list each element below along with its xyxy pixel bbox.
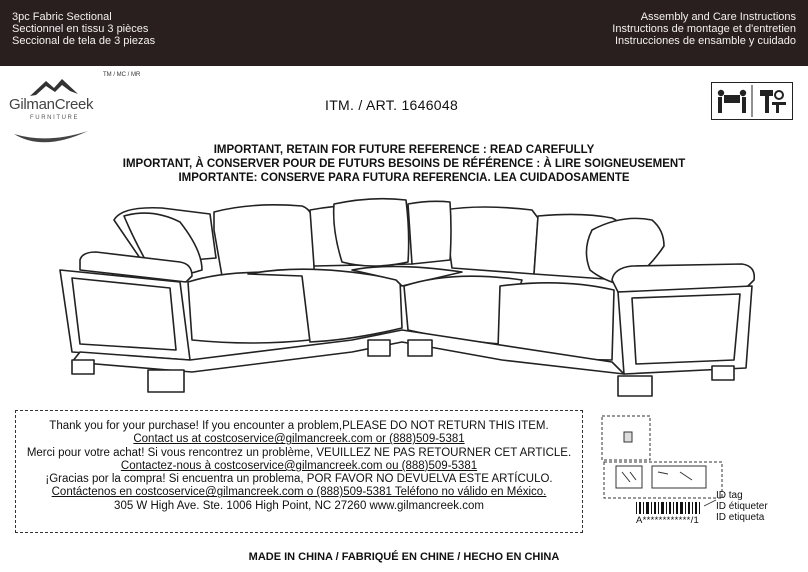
swoosh-icon	[14, 131, 88, 142]
id-tag-labels	[716, 490, 768, 523]
document-title-en: Assembly and Care Instructions	[640, 11, 796, 23]
contact-en: Contact us at costcoservice@gilmancreek.com or (888)509-5381	[133, 433, 465, 446]
product-title-fr: Sectionnel en tissu 3 pièces	[12, 23, 149, 35]
leg-center-left	[368, 340, 390, 356]
leg-center-right	[408, 340, 432, 356]
company-address: 305 W High Ave. Ste. 1006 High Point, NC 27260 www.gilmancreek.com	[114, 499, 484, 512]
product-title-es: Seccional de tela de 3 piezas	[12, 35, 156, 47]
contact-fr: Contactez-nous à costcoservice@gilmancreek.com ou (888)509-5381	[120, 459, 478, 472]
contact-box	[15, 410, 583, 533]
leg-back-right	[712, 366, 734, 380]
important-en: IMPORTANT, RETAIN FOR FUTURE REFERENCE : READ CAREFULLY	[213, 144, 595, 156]
thanks-fr: Merci pour votre achat! Si vous rencontrez un problème, VEUILLEZ NE PAS RETOURNER CET ARTICLE.	[26, 446, 572, 459]
id-tag-fr: ID étiqueter	[716, 501, 768, 512]
tools-required-icon	[760, 90, 786, 113]
sectional-sofa-illustration	[52, 190, 762, 402]
thanks-en: Thank you for your purchase! If you encounter a problem,PLEASE DO NOT RETURN THIS ITEM.	[49, 420, 549, 432]
product-title-en: 3pc Fabric Sectional	[12, 11, 112, 23]
product-title	[12, 11, 155, 47]
header-bar	[0, 0, 808, 66]
contact-es: Contáctenos en costcoservice@gilmancreek.com o (888)509-5381 Teléfono no válido en México.	[51, 486, 547, 499]
right-back-cushion	[444, 207, 538, 274]
important-es: IMPORTANTE: CONSERVE PARA FUTURA REFERENCIA. LEA CUIDADOSAMENTE	[178, 172, 630, 184]
left-seat-cushion	[188, 272, 310, 343]
id-tag-es: ID etiqueta	[716, 512, 765, 523]
assembly-icons	[711, 82, 793, 120]
trademark-note: TM / MC / MR	[103, 72, 141, 78]
country-of-origin: MADE IN CHINA / FABRIQUÉ EN CHINE / HECHO EN CHINA	[248, 551, 560, 563]
brand-name: GilmanCreek	[9, 96, 94, 113]
leg-front-left	[148, 370, 184, 392]
document-title-es: Instrucciones de ensamble y cuidado	[615, 35, 796, 47]
center-throw-pillow-b	[408, 201, 451, 264]
important-fr: IMPORTANT, À CONSERVER POUR DE FUTURS BESOINS DE RÉFÉRENCE : À LIRE SOIGNEUSEMENT	[122, 158, 686, 170]
brand-subtitle: FURNITURE	[30, 115, 80, 121]
id-tag-en: ID tag	[716, 490, 743, 501]
leg-back-left	[72, 360, 94, 374]
barcode-icon	[636, 502, 700, 514]
leg-front-right	[618, 376, 652, 396]
document-title-fr: Instructions de montage et d'entretien	[612, 23, 796, 35]
document-title	[612, 11, 796, 47]
item-number: ITM. / ART. 1646048	[325, 97, 459, 113]
thanks-es: ¡Gracias por la compra! Si encuentra un problema, POR FAVOR NO DEVUELVA ESTE ARTÍCULO.	[45, 473, 553, 486]
center-throw-pillow-a	[334, 199, 409, 266]
mountain-icon	[30, 79, 78, 96]
left-back-cushion	[214, 205, 314, 276]
important-notice	[0, 143, 808, 185]
two-person-lift-icon	[718, 90, 746, 113]
id-tag-serial: A************/1	[636, 515, 700, 526]
